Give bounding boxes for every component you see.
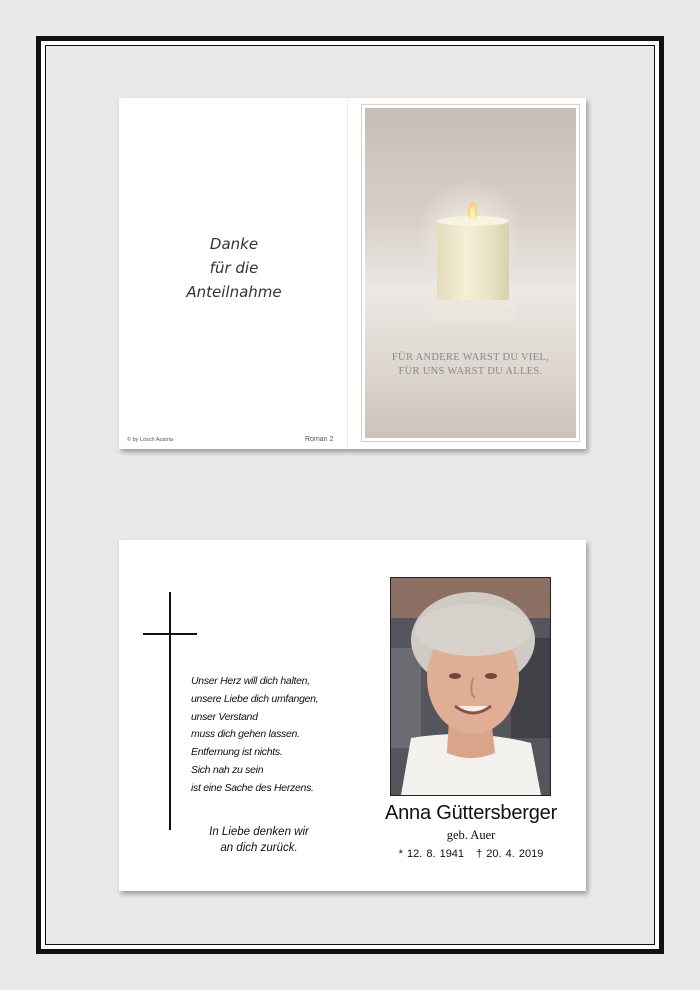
birth-date: * 12. 8. 1941 xyxy=(398,848,465,860)
maiden-name: geb. Auer xyxy=(446,828,496,842)
thank-you-card xyxy=(119,98,586,449)
memorial-card xyxy=(119,540,586,891)
thank-you-line: für die xyxy=(209,259,259,277)
cross-icon-bar xyxy=(143,633,197,635)
closing-text xyxy=(179,824,339,856)
poem-line: Unser Herz will dich halten, xyxy=(191,675,310,687)
poem-line: unsere Liebe dich umfangen, xyxy=(191,692,319,705)
closing-line: In Liebe denken wir xyxy=(209,826,309,838)
thank-you-line: Danke xyxy=(209,235,259,253)
deceased-name: Anna Güttersberger xyxy=(384,802,558,824)
verse-line: FÜR ANDERE WARST DU VIEL, xyxy=(391,352,550,363)
card-model: Roman 2 xyxy=(305,436,334,443)
verse xyxy=(365,351,576,379)
poem-line: muss dich gehen lassen. xyxy=(191,728,300,741)
thank-you-line: Anteilnahme xyxy=(186,283,282,301)
poem-line: Sich nah zu sein xyxy=(191,763,264,776)
candle-image xyxy=(365,108,576,438)
flame-icon xyxy=(468,202,477,220)
poem-line: unser Verstand xyxy=(191,710,258,723)
card-fold xyxy=(347,98,348,449)
verse-line: FÜR UNS WARST DU ALLES. xyxy=(398,366,543,377)
candle-reflection xyxy=(431,302,515,328)
cross-icon xyxy=(169,592,171,830)
poem-line: ist eine Sache des Herzens. xyxy=(191,781,314,794)
publisher-credit: © by Lösch Austria xyxy=(127,437,173,443)
poem xyxy=(191,673,351,798)
poem-line: Entfernung ist nichts. xyxy=(191,746,283,759)
death-date: † 20. 4. 2019 xyxy=(476,848,544,860)
life-dates xyxy=(359,848,583,860)
portrait-illustration xyxy=(391,578,550,795)
closing-line: an dich zurück. xyxy=(220,842,298,854)
candle-photo-panel xyxy=(361,104,580,442)
thank-you-message xyxy=(139,232,329,304)
candle xyxy=(437,220,509,300)
portrait-photo xyxy=(390,577,551,796)
